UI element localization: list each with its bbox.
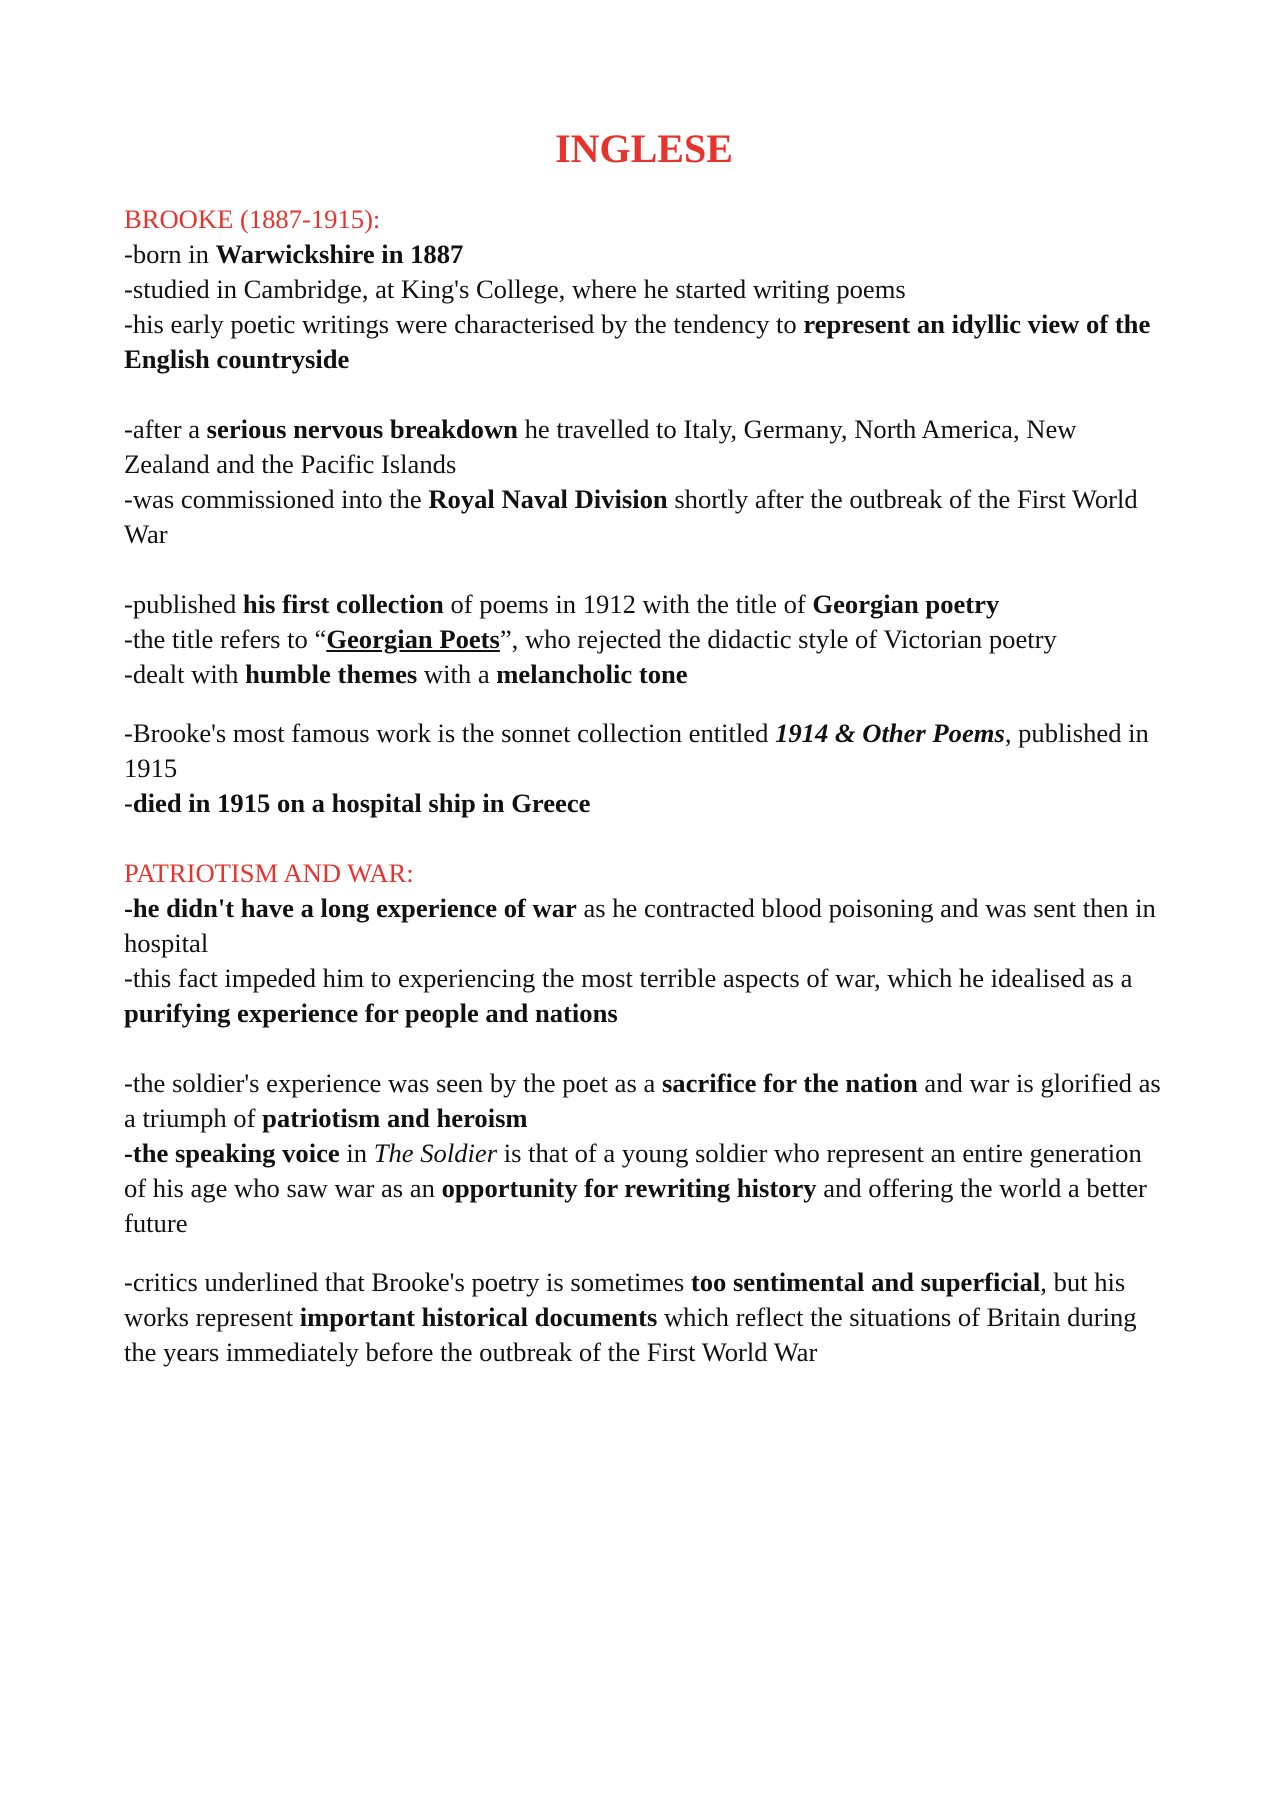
spacer (124, 552, 1164, 587)
paragraph-humble-themes: -dealt with humble themes with a melancholic tone (124, 659, 688, 689)
spacer (124, 377, 1164, 412)
page-title: INGLESE (555, 126, 733, 171)
document-body (124, 124, 1164, 1370)
paragraph-early-writings: -his early poetic writings were characterised by the tendency to represent an idyllic view of the English countryside (124, 309, 1151, 374)
spacer (124, 1241, 1164, 1265)
paragraph-georgian-poets: -the title refers to “Georgian Poets”, who rejected the didactic style of Victorian poetry (124, 624, 1057, 654)
paragraph-studied: -studied in Cambridge, at King's College, where he started writing poems (124, 274, 906, 304)
paragraph-speaking-voice: -the speaking voice in The Soldier is that of a young soldier who represent an entire generation of his age who saw war as an opportunity for rewriting history and offering the world a better future (124, 1138, 1147, 1238)
paragraph-war-experience: -he didn't have a long experience of war as he contracted blood poisoning and was sent then in hospital (124, 893, 1156, 958)
spacer (124, 1031, 1164, 1066)
paragraph-idealised-war: -this fact impeded him to experiencing the most terrible aspects of war, which he idealised as a purifying experience for people and nations (124, 963, 1133, 1028)
section-heading-brooke: BROOKE (1887-1915): (124, 204, 381, 234)
spacer (124, 821, 1164, 856)
paragraph-born: -born in Warwickshire in 1887 (124, 239, 464, 269)
spacer (124, 692, 1164, 716)
paragraph-naval-division: -was commissioned into the Royal Naval Division shortly after the outbreak of the First World War (124, 484, 1138, 549)
paragraph-famous-work: -Brooke's most famous work is the sonnet collection entitled 1914 & Other Poems, published in 1915 (124, 718, 1149, 783)
section-heading-patriotism: PATRIOTISM AND WAR: (124, 858, 414, 888)
paragraph-sacrifice: -the soldier's experience was seen by the poet as a sacrifice for the nation and war is glorified as a triumph of patriotism and heroism (124, 1068, 1161, 1133)
paragraph-breakdown: -after a serious nervous breakdown he travelled to Italy, Germany, North America, New Zealand and the Pacific Islands (124, 414, 1077, 479)
paragraph-death: -died in 1915 on a hospital ship in Greece (124, 788, 591, 818)
paragraph-first-collection: -published his first collection of poems in 1912 with the title of Georgian poetry (124, 589, 1000, 619)
paragraph-critics: -critics underlined that Brooke's poetry is sometimes too sentimental and superficial, but his works represent important historical documents which reflect the situations of Britain during the years immediately before the outbreak of the First World War (124, 1267, 1137, 1367)
